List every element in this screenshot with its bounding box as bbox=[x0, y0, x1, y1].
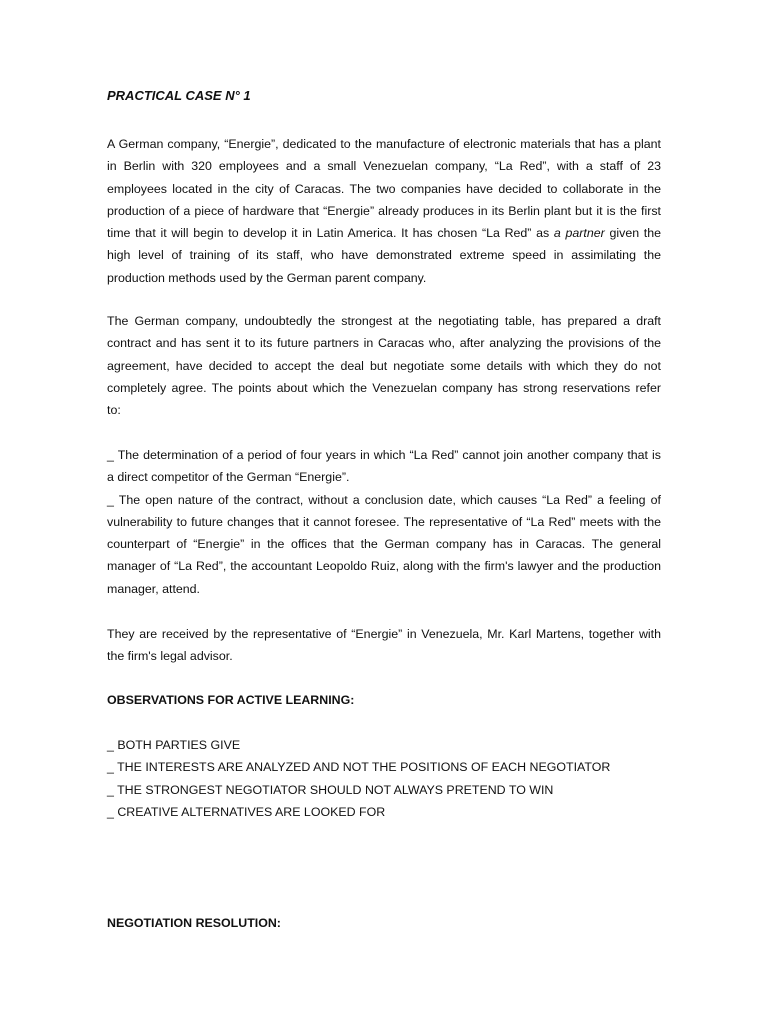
paragraph-line: counterpart of “Energie” in the offices that the German company has in Caracas. The general bbox=[107, 537, 661, 552]
paragraph-line: The German company, undoubtedly the strongest at the negotiating table, has prepared a draft bbox=[107, 314, 661, 328]
paragraph-line: A German company, “Energie”, dedicated to the manufacture of electronic materials that has a plant bbox=[107, 137, 661, 151]
paragraph-line: manager, attend. bbox=[107, 581, 200, 596]
paragraph-line: high level of training of its staff, who have demonstrated extreme speed in assimilating the bbox=[107, 248, 661, 263]
list-item: _ THE STRONGEST NEGOTIATOR SHOULD NOT ALWAYS PRETEND TO WIN bbox=[107, 782, 554, 797]
paragraph-line: manager of “La Red”, the accountant Leopoldo Ruiz, along with the firm's lawyer and the production bbox=[107, 559, 661, 574]
paragraph-text: given the bbox=[604, 226, 662, 241]
paragraph-line: to: bbox=[107, 403, 121, 418]
paragraph-meeting bbox=[107, 623, 661, 668]
paragraph-reservations bbox=[107, 444, 661, 600]
resolution-heading: NEGOTIATION RESOLUTION: bbox=[107, 916, 281, 930]
paragraph-line: contract and has sent it to its future partners in Caracas who, after analyzing the provisions of the bbox=[107, 336, 661, 351]
paragraph-line: completely agree. The points about which the Venezuelan company has strong reservations refer bbox=[107, 380, 661, 395]
paragraph-line: the firm's legal advisor. bbox=[107, 649, 233, 664]
paragraph-line-with-italic bbox=[107, 222, 661, 244]
observations-list bbox=[107, 734, 610, 823]
list-item: _ BOTH PARTIES GIVE bbox=[107, 738, 241, 752]
list-item: _ THE INTERESTS ARE ANALYZED AND NOT THE POSITIONS OF EACH NEGOTIATOR bbox=[107, 760, 611, 775]
italic-phrase: a partner bbox=[553, 226, 605, 241]
paragraph-line: _ The determination of a period of four years in which “La Red” cannot join another company that is bbox=[107, 448, 661, 462]
document-title: PRACTICAL CASE N° 1 bbox=[107, 88, 251, 103]
paragraph-line: _ The open nature of the contract, without a conclusion date, which causes “La Red” a feeling of bbox=[107, 492, 661, 507]
paragraph-line: vulnerability to future changes that it cannot foresee. The representative of “La Red” meets with the bbox=[107, 514, 661, 529]
paragraph-text: time that it will begin to develop it in Latin America. It has chosen “La Red” as bbox=[107, 226, 554, 241]
paragraph-line: employees located in the city of Caracas. The two companies have decided to collaborate in the bbox=[107, 181, 661, 196]
paragraph-line: production methods used by the German parent company. bbox=[107, 270, 427, 285]
paragraph-line: production of a piece of hardware that “Energie” already produces in its Berlin plant but it is the first bbox=[107, 203, 661, 218]
paragraph-line: a direct competitor of the German “Energie”. bbox=[107, 470, 350, 485]
paragraph-line: in Berlin with 320 employees and a small Venezuelan company, “La Red”, with a staff of 23 bbox=[107, 159, 661, 174]
paragraph-line: They are received by the representative of “Energie” in Venezuela, Mr. Karl Martens, together with bbox=[107, 627, 661, 641]
list-item: _ CREATIVE ALTERNATIVES ARE LOOKED FOR bbox=[107, 804, 386, 819]
observations-heading: OBSERVATIONS FOR ACTIVE LEARNING: bbox=[107, 693, 355, 707]
paragraph-intro bbox=[107, 133, 661, 289]
paragraph-negotiation bbox=[107, 310, 661, 421]
paragraph-line: agreement, have decided to accept the deal but negotiate some details with which they do not bbox=[107, 358, 661, 373]
